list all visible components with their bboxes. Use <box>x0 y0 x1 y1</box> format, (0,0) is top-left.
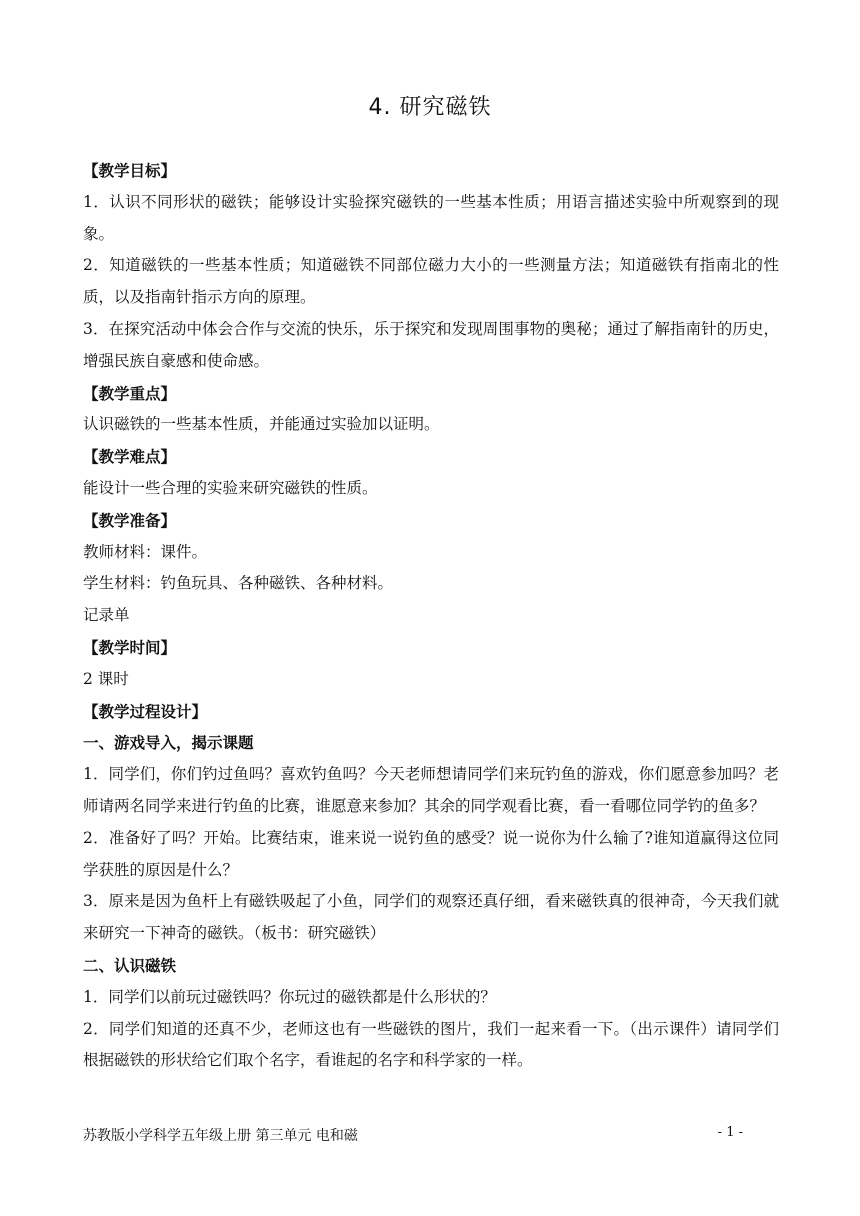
section-heading: 【教学准备】 <box>83 510 177 530</box>
page-number: - 1 - <box>717 1125 743 1140</box>
section-heading: 【教学时间】 <box>83 637 177 657</box>
paragraph: 1．同学们以前玩过磁铁吗？你玩过的磁铁都是什么形状的？ <box>83 987 496 1006</box>
footer-text: 苏教版小学科学五年级上册 第三单元 电和磁 <box>83 1128 358 1144</box>
page-title: 4. 研究磁铁 <box>368 95 492 120</box>
paragraph: 2．知道磁铁的一些基本性质；知道磁铁不同部位磁力大小的一些测量方法；知道磁铁有指南北的性质，以及指南针指示方向的原理。 <box>83 256 779 307</box>
section-heading: 一、游戏导入，揭示课题 <box>83 733 254 753</box>
section-heading: 【教学重点】 <box>83 383 177 403</box>
paragraph: 1．认识不同形状的磁铁；能够设计实验探究磁铁的一些基本性质；用语言描述实验中所观察到的现象。 <box>83 192 779 243</box>
section-heading: 【教学目标】 <box>83 161 177 180</box>
paragraph: 教师材料：课件。 <box>83 542 208 561</box>
paragraph: 2．同学们知道的还真不少，老师这也有一些磁铁的图片，我们一起来看一下。（出示课件）请同学们根据磁铁的形状给它们取个名字，看谁起的名字和科学家的一样。 <box>83 1019 779 1070</box>
paragraph: 3．在探究活动中体会合作与交流的快乐，乐于探究和发现周围事物的奥秘；通过了解指南针的历史，增强民族自豪感和使命感。 <box>83 319 779 370</box>
paragraph: 学生材料：钓鱼玩具、各种磁铁、各种材料。 <box>83 574 394 593</box>
paragraph: 2．准备好了吗？开始。比赛结束，谁来说一说钓鱼的感受？说一说你为什么输了?谁知道赢得这位同学获胜的原因是什么？ <box>83 828 779 879</box>
paragraph: 能设计一些合理的实验来研究磁铁的性质。 <box>83 478 378 497</box>
paragraph: 记录单 <box>83 606 130 625</box>
section-heading: 二、认识磁铁 <box>83 955 177 975</box>
page-footer <box>83 1125 743 1145</box>
paragraph: 3．原来是因为鱼杆上有磁铁吸起了小鱼，同学们的观察还真仔细，看来磁铁真的很神奇，今天我们就来研究一下神奇的磁铁。（板书：研究磁铁） <box>83 892 779 943</box>
section-heading: 【教学难点】 <box>83 447 177 467</box>
section-heading: 【教学过程设计】 <box>83 701 208 721</box>
document-body <box>83 155 779 1077</box>
paragraph: 2 课时 <box>83 669 129 688</box>
paragraph: 认识磁铁的一些基本性质，并能通过实验加以证明。 <box>83 415 440 434</box>
paragraph: 1．同学们，你们钓过鱼吗？喜欢钓鱼吗？今天老师想请同学们来玩钓鱼的游戏，你们愿意参加吗？老师请两名同学来进行钓鱼的比赛，谁愿意来参加？其余的同学观看比赛，看一看哪位同学钓的鱼多？ <box>83 765 779 815</box>
